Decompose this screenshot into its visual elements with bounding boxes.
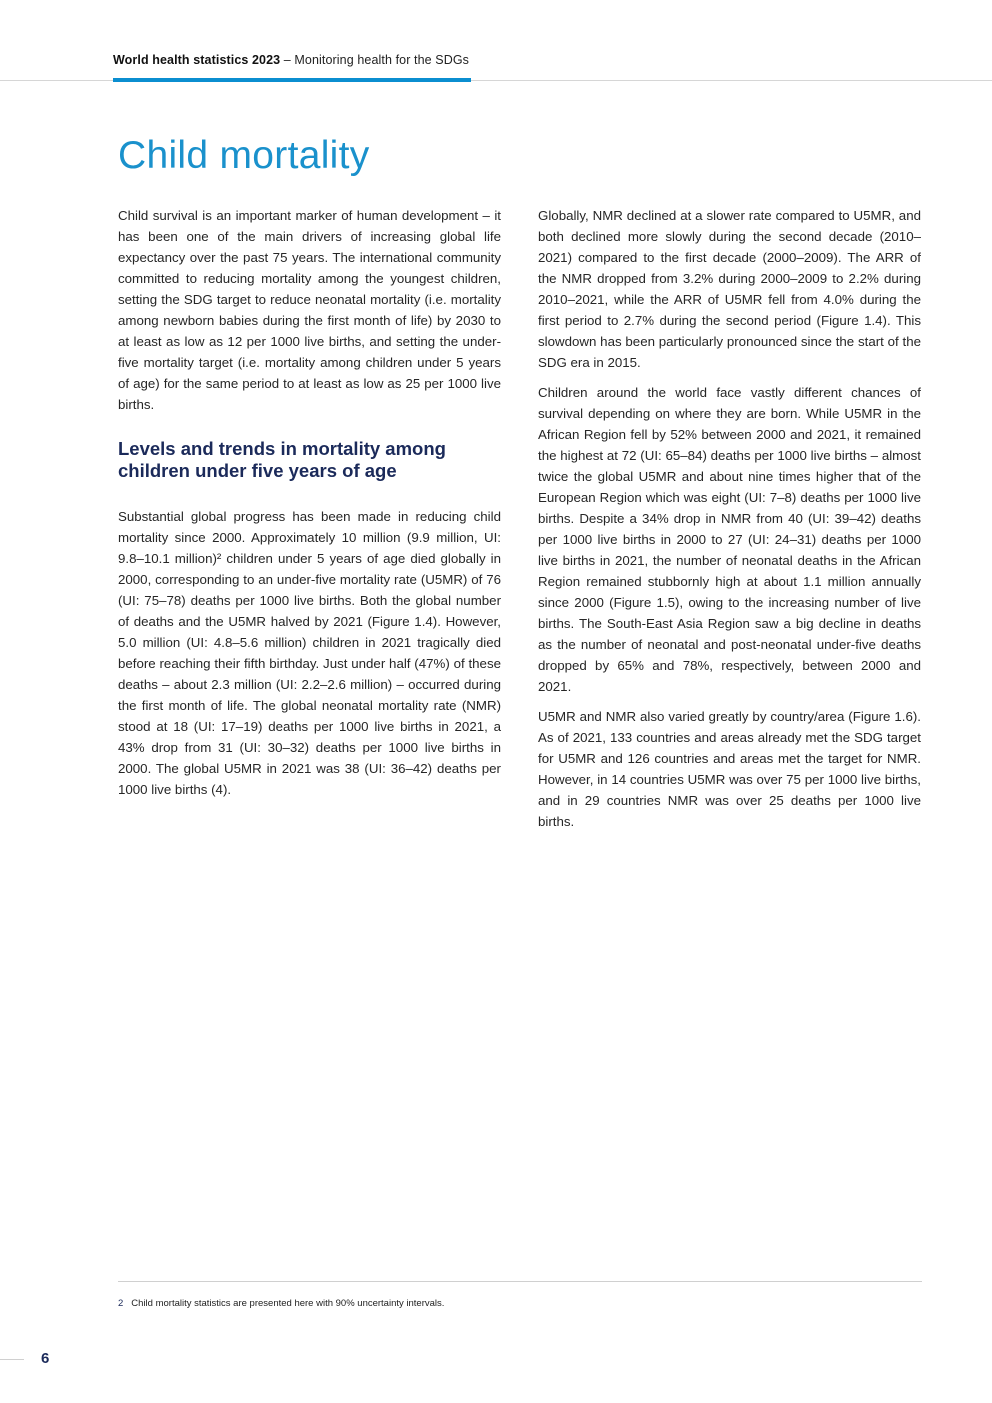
section-heading: Levels and trends in mortality among children under five years of age	[118, 438, 446, 481]
left-column	[118, 205, 501, 809]
footnote-rule	[118, 1281, 922, 1282]
regional-survival-paragraph: Children around the world face vastly different chances of survival depending on where they are born. While U5MR in the African Region fell by 52% between 2000 and 2021, it remained the highest at 72 (UI: 65–84) deaths per 1000 live births – almost twice the global U5MR and about nine times higher that of the European Region which was eight (UI: 7–8) deaths per 1000 live births. Despite a 34% drop in NMR from 40 (UI: 39–42) deaths per 1000 live births in 2000 to 27 (UI: 24–31) deaths per 1000 live births in 2021, the number of neonatal deaths in the African Region remained stubbornly high at about 1.1 million annually since 2000 (Figure 1.5), owing to the increasing number of live births. The South-East Asia Region saw a big decline in deaths as the number of neonatal and post-neonatal under-five deaths dropped by 65% and 78%, respectively, between 2000 and 2021.	[538, 385, 921, 694]
nmr-decline-paragraph: Globally, NMR declined at a slower rate compared to U5MR, and both declined more slowly during the second decade (2010–2021) compared to the first decade (2000–2009). The ARR of the NMR dropped from 3.2% during 2000–2009 to 2.2% during 2010–2021, while the ARR of U5MR fell from 4.0% during the first period to 2.7% during the second period (Figure 1.4). This slowdown has been particularly pronounced since the start of the SDG era in 2015.	[538, 208, 921, 370]
page-number-rule	[0, 1359, 24, 1360]
country-variation-paragraph: U5MR and NMR also varied greatly by country/area (Figure 1.6). As of 2021, 133 countries and areas already met the SDG target for U5MR and 126 countries and areas met the target for NMR. However, in 14 countries U5MR was over 75 per 1000 live births, and in 29 countries NMR was over 25 deaths per 1000 live births.	[538, 709, 921, 829]
report-title: World health statistics 2023	[113, 53, 281, 67]
levels-trends-paragraph: Substantial global progress has been made in reducing child mortality since 2000. Approximately 10 million (9.9 million, UI: 9.8–10.1 million)² children under 5 years of age died globally in 2000, corresponding to an under-five mortality rate (U5MR) of 76 (UI: 75–78) deaths per 1000 live births. Both the global number of deaths and the U5MR halved by 2021 (Figure 1.4). However, 5.0 million (UI: 4.8–5.6 million) children in 2021 tragically died before reaching their fifth birthday. Just under half (47%) of these deaths – about 2.3 million (UI: 2.2–2.6 million) – occurred during the first month of life. The global neonatal mortality rate (NMR) stood at 18 (UI: 17–19) deaths per 1000 live births in 2021, a 43% drop from 31 (UI: 30–32) deaths per 1000 live births in 2000. The global U5MR in 2021 was 38 (UI: 36–42) deaths per 1000 live births (4).	[118, 509, 501, 797]
running-header	[113, 53, 469, 67]
footnote-text: Child mortality statistics are presented here with 90% uncertainty intervals.	[131, 1298, 445, 1309]
report-subtitle: – Monitoring health for the SDGs	[280, 53, 470, 67]
page-title: Child mortality	[118, 134, 370, 177]
intro-paragraph: Child survival is an important marker of human development – it has been one of the main drivers of increasing global life expectancy over the past 75 years. The international community committed to reducing mortality among the youngest children, setting the SDG target to reduce neonatal mortality (i.e. mortality among newborn babies during the first month of life) by 2030 to at least as low as 12 per 1000 live births, and setting the under-five mortality target (i.e. mortality among children under 5 years of age) for the same period to at least as low as 25 per 1000 live births.	[118, 208, 501, 412]
footnote	[118, 1298, 444, 1309]
page-number: 6	[41, 1350, 50, 1367]
footnote-number: 2	[118, 1298, 124, 1309]
header-accent-bar	[113, 78, 471, 82]
right-column	[538, 205, 921, 841]
